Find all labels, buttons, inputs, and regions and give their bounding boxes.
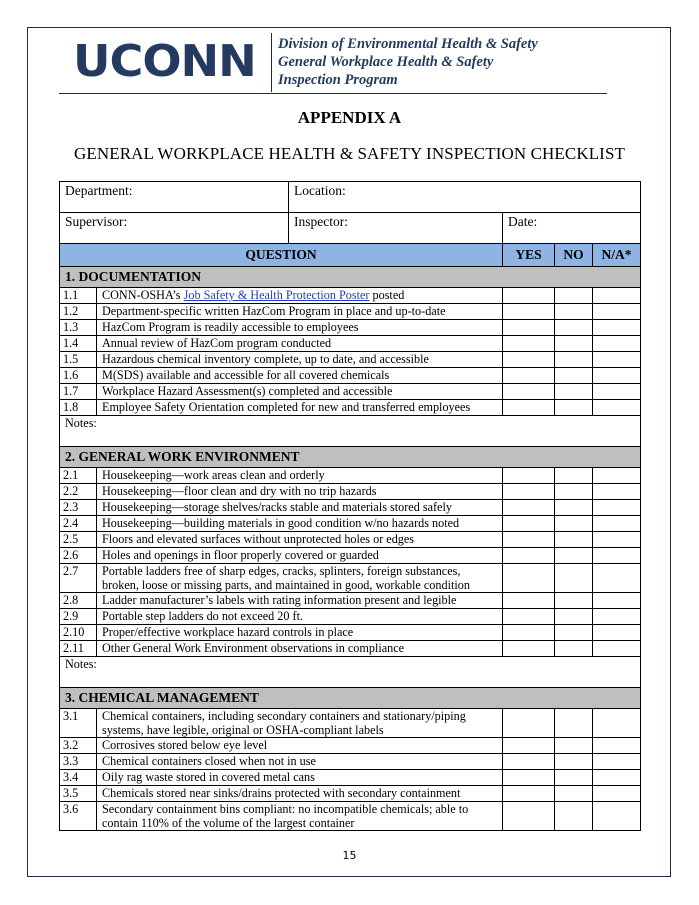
table-row xyxy=(60,304,641,320)
inspection-checklist-table xyxy=(59,181,641,831)
appendix-heading: APPENDIX A xyxy=(297,108,402,127)
section-header-chemical-management: 3. CHEMICAL MANAGEMENT xyxy=(60,688,641,709)
yes-cell[interactable] xyxy=(503,304,555,320)
table-row xyxy=(60,336,641,352)
question-column-header: QUESTION xyxy=(60,244,503,267)
table-row xyxy=(60,500,641,516)
item-number: 2.6 xyxy=(60,548,97,564)
item-question: Annual review of HazCom program conducted xyxy=(97,336,503,352)
no-cell[interactable] xyxy=(555,352,593,368)
item-question: CONN-OSHA’s Job Safety & Health Protection Poster posted xyxy=(97,288,503,304)
yes-cell[interactable] xyxy=(503,786,555,802)
na-cell[interactable] xyxy=(593,802,641,831)
no-cell[interactable] xyxy=(555,738,593,754)
table-row xyxy=(60,468,641,484)
header-divider xyxy=(271,33,272,92)
section-header-general-work-environment: 2. GENERAL WORK ENVIRONMENT xyxy=(60,447,641,468)
item-number: 3.1 xyxy=(60,709,97,738)
no-cell[interactable] xyxy=(555,288,593,304)
yes-cell[interactable] xyxy=(503,548,555,564)
item-question: Housekeeping—storage shelves/racks stable and materials stored safely xyxy=(97,500,503,516)
yes-cell[interactable] xyxy=(503,738,555,754)
item-question: Hazardous chemical inventory complete, up to date, and accessible xyxy=(97,352,503,368)
header-line-division: Division of Environmental Health & Safety xyxy=(278,36,538,52)
yes-cell[interactable] xyxy=(503,564,555,593)
no-cell[interactable] xyxy=(555,786,593,802)
table-row xyxy=(60,609,641,625)
yes-cell[interactable] xyxy=(503,625,555,641)
item-number: 1.6 xyxy=(60,368,97,384)
no-cell[interactable] xyxy=(555,484,593,500)
na-cell[interactable] xyxy=(593,770,641,786)
no-cell[interactable] xyxy=(555,593,593,609)
na-cell[interactable] xyxy=(593,288,641,304)
item-number: 2.3 xyxy=(60,500,97,516)
na-cell[interactable] xyxy=(593,320,641,336)
yes-cell[interactable] xyxy=(503,352,555,368)
item-number: 1.3 xyxy=(60,320,97,336)
table-row xyxy=(60,593,641,609)
item-question: M(SDS) available and accessible for all covered chemicals xyxy=(97,368,503,384)
yes-cell[interactable] xyxy=(503,368,555,384)
table-row xyxy=(60,484,641,500)
item-question: Portable ladders free of sharp edges, cracks, splinters, foreign substances, broken, loose or missing parts, and maintained in good, workable condition xyxy=(97,564,503,593)
no-cell[interactable] xyxy=(555,709,593,738)
no-cell[interactable] xyxy=(555,609,593,625)
na-cell[interactable] xyxy=(593,500,641,516)
na-cell[interactable] xyxy=(593,400,641,416)
table-row xyxy=(60,770,641,786)
no-cell[interactable] xyxy=(555,564,593,593)
item-number: 1.4 xyxy=(60,336,97,352)
na-cell[interactable] xyxy=(593,304,641,320)
table-row xyxy=(60,709,641,738)
date-field[interactable]: Date: xyxy=(503,213,641,244)
yes-cell[interactable] xyxy=(503,754,555,770)
yes-cell[interactable] xyxy=(503,770,555,786)
na-cell[interactable] xyxy=(593,625,641,641)
na-cell[interactable] xyxy=(593,336,641,352)
header-text xyxy=(278,35,538,89)
item-question: Other General Work Environment observations in compliance xyxy=(97,641,503,657)
table-row xyxy=(60,400,641,416)
yes-cell[interactable] xyxy=(503,500,555,516)
yes-cell[interactable] xyxy=(503,532,555,548)
section-header-documentation: 1. DOCUMENTATION xyxy=(60,267,641,288)
table-row xyxy=(60,564,641,593)
item-question: Secondary containment bins compliant: no incompatible chemicals; able to contain 110% of the volume of the largest container xyxy=(97,802,503,831)
yes-cell[interactable] xyxy=(503,802,555,831)
table-row xyxy=(60,786,641,802)
item-number: 1.1 xyxy=(60,288,97,304)
yes-cell[interactable] xyxy=(503,593,555,609)
na-cell[interactable] xyxy=(593,368,641,384)
table-row xyxy=(60,288,641,304)
na-cell[interactable] xyxy=(593,593,641,609)
no-cell[interactable] xyxy=(555,516,593,532)
table-row xyxy=(60,320,641,336)
item-number: 2.4 xyxy=(60,516,97,532)
table-row xyxy=(60,738,641,754)
no-cell[interactable] xyxy=(555,625,593,641)
na-cell[interactable] xyxy=(593,384,641,400)
item-question: Workplace Hazard Assessment(s) completed and accessible xyxy=(97,384,503,400)
no-cell[interactable] xyxy=(555,304,593,320)
yes-cell[interactable] xyxy=(503,609,555,625)
item-number: 2.10 xyxy=(60,625,97,641)
no-cell[interactable] xyxy=(555,754,593,770)
no-cell[interactable] xyxy=(555,336,593,352)
no-cell[interactable] xyxy=(555,320,593,336)
item-number: 1.5 xyxy=(60,352,97,368)
header-line-program: General Workplace Health & Safety xyxy=(278,54,494,70)
no-cell[interactable] xyxy=(555,770,593,786)
item-number: 2.8 xyxy=(60,593,97,609)
table-row xyxy=(60,548,641,564)
table-row xyxy=(60,384,641,400)
table-row xyxy=(60,802,641,831)
no-column-header: NO xyxy=(555,244,593,267)
no-cell[interactable] xyxy=(555,468,593,484)
item-number: 2.11 xyxy=(60,641,97,657)
item-question: Floors and elevated surfaces without unprotected holes or edges xyxy=(97,532,503,548)
item-number: 2.5 xyxy=(60,532,97,548)
item-number: 3.4 xyxy=(60,770,97,786)
item-question: Portable step ladders do not exceed 20 ft. xyxy=(97,609,503,625)
item-question: Chemical containers closed when not in use xyxy=(97,754,503,770)
na-cell[interactable] xyxy=(593,548,641,564)
na-cell[interactable] xyxy=(593,709,641,738)
yes-cell[interactable] xyxy=(503,709,555,738)
item-question: Chemical containers, including secondary containers and stationary/piping systems, have legible, original or OSHA-compliant labels xyxy=(97,709,503,738)
table-row xyxy=(60,754,641,770)
no-cell[interactable] xyxy=(555,532,593,548)
header-line-inspection: Inspection Program xyxy=(278,72,398,88)
item-number: 3.2 xyxy=(60,738,97,754)
item-number: 2.1 xyxy=(60,468,97,484)
yes-cell[interactable] xyxy=(503,384,555,400)
yes-cell[interactable] xyxy=(503,288,555,304)
na-cell[interactable] xyxy=(593,484,641,500)
no-cell[interactable] xyxy=(555,641,593,657)
no-cell[interactable] xyxy=(555,548,593,564)
item-number: 3.3 xyxy=(60,754,97,770)
notes-field-documentation[interactable]: Notes: xyxy=(60,416,641,447)
na-cell[interactable] xyxy=(593,532,641,548)
table-row xyxy=(60,352,641,368)
item-question: Corrosives stored below eye level xyxy=(97,738,503,754)
item-question: Housekeeping—building materials in good condition w/no hazards noted xyxy=(97,516,503,532)
no-cell[interactable] xyxy=(555,400,593,416)
supervisor-field[interactable]: Supervisor: xyxy=(60,213,289,244)
department-field[interactable]: Department: xyxy=(60,182,289,213)
item-question: Oily rag waste stored in covered metal cans xyxy=(97,770,503,786)
item-number: 2.9 xyxy=(60,609,97,625)
item-question: Housekeeping—floor clean and dry with no trip hazards xyxy=(97,484,503,500)
inspector-field[interactable]: Inspector: xyxy=(289,213,503,244)
na-cell[interactable] xyxy=(593,468,641,484)
yes-cell[interactable] xyxy=(503,400,555,416)
item-question: Proper/effective workplace hazard controls in place xyxy=(97,625,503,641)
item-question: Department-specific written HazCom Program in place and up-to-date xyxy=(97,304,503,320)
location-field[interactable]: Location: xyxy=(289,182,641,213)
na-cell[interactable] xyxy=(593,609,641,625)
no-cell[interactable] xyxy=(555,802,593,831)
no-cell[interactable] xyxy=(555,368,593,384)
na-cell[interactable] xyxy=(593,754,641,770)
yes-cell[interactable] xyxy=(503,641,555,657)
item-question: Ladder manufacturer’s labels with rating information present and legible xyxy=(97,593,503,609)
page-number: 15 xyxy=(342,849,357,862)
table-row xyxy=(60,368,641,384)
page-title: GENERAL WORKPLACE HEALTH & SAFETY INSPECTION CHECKLIST xyxy=(74,144,625,163)
poster-link[interactable]: Job Safety & Health Protection Poster xyxy=(183,288,370,302)
yes-cell[interactable] xyxy=(503,484,555,500)
na-cell[interactable] xyxy=(593,564,641,593)
item-number: 1.7 xyxy=(60,384,97,400)
item-number: 3.6 xyxy=(60,802,97,831)
item-question: Holes and openings in floor properly covered or guarded xyxy=(97,548,503,564)
item-number: 2.7 xyxy=(60,564,97,593)
no-cell[interactable] xyxy=(555,500,593,516)
na-cell[interactable] xyxy=(593,641,641,657)
table-row xyxy=(60,625,641,641)
na-cell[interactable] xyxy=(593,352,641,368)
no-cell[interactable] xyxy=(555,384,593,400)
item-number: 1.2 xyxy=(60,304,97,320)
document-header xyxy=(59,33,607,94)
table-row xyxy=(60,641,641,657)
table-row xyxy=(60,516,641,532)
item-number: 2.2 xyxy=(60,484,97,500)
na-cell[interactable] xyxy=(593,786,641,802)
column-header-row xyxy=(60,244,641,267)
na-column-header: N/A* xyxy=(593,244,641,267)
item-number: 1.8 xyxy=(60,400,97,416)
yes-cell[interactable] xyxy=(503,516,555,532)
item-question: Housekeeping—work areas clean and orderly xyxy=(97,468,503,484)
yes-cell[interactable] xyxy=(503,468,555,484)
na-cell[interactable] xyxy=(593,738,641,754)
item-question: Chemicals stored near sinks/drains protected with secondary containment xyxy=(97,786,503,802)
yes-column-header: YES xyxy=(503,244,555,267)
table-row xyxy=(60,532,641,548)
uconn-logo: UCONN xyxy=(73,36,256,87)
yes-cell[interactable] xyxy=(503,320,555,336)
item-question: HazCom Program is readily accessible to employees xyxy=(97,320,503,336)
notes-field-general-work-environment[interactable]: Notes: xyxy=(60,657,641,688)
na-cell[interactable] xyxy=(593,516,641,532)
item-number: 3.5 xyxy=(60,786,97,802)
item-question: Employee Safety Orientation completed for new and transferred employees xyxy=(97,400,503,416)
yes-cell[interactable] xyxy=(503,336,555,352)
